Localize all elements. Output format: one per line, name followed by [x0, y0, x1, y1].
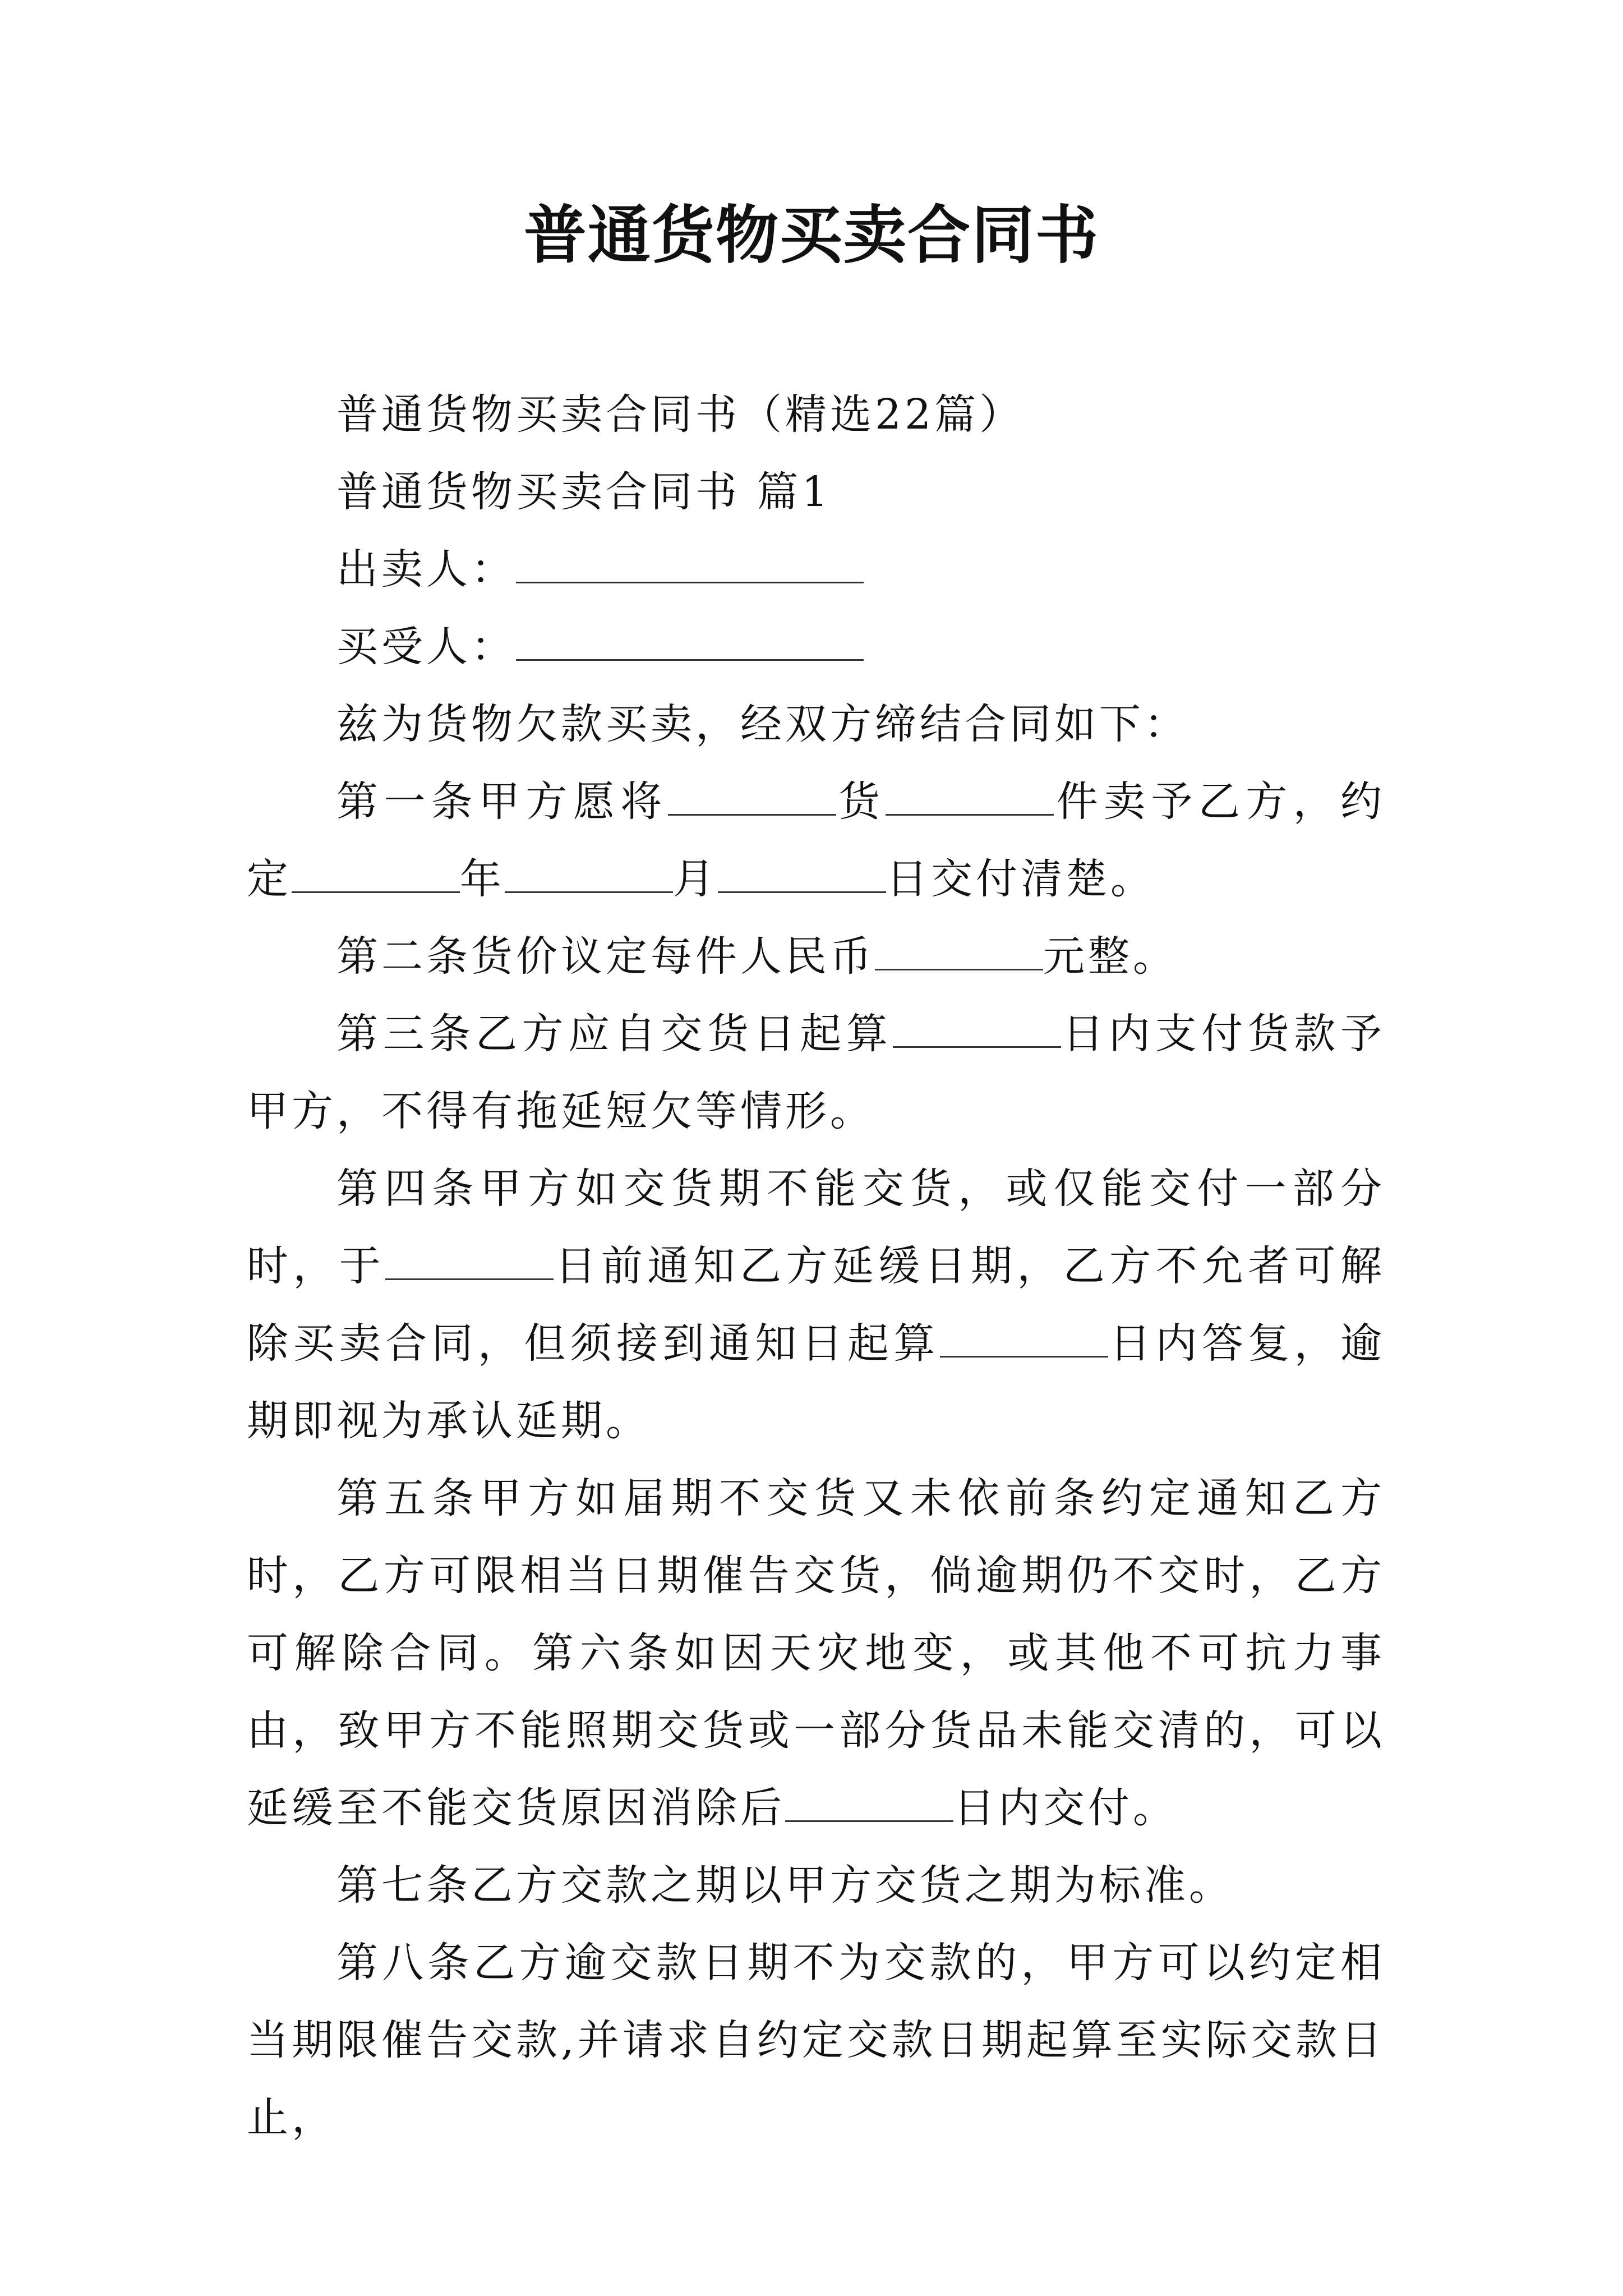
article-7: [247, 1847, 1385, 1924]
quantity-blank: [886, 777, 1054, 816]
article-8: [247, 1924, 1385, 2156]
article-8-text: 第八条乙方逾交款日期不为交款的，甲方可以约定相当期限催告交款,并请求自约定交款日期起算至实际交款日止，: [247, 1939, 1385, 2142]
delay-days-blank: [785, 1783, 953, 1822]
article-1-text-a: 第一条甲方愿将: [336, 777, 668, 826]
subtitle-text: 普通货物买卖合同书（精选22篇）: [336, 390, 1025, 439]
article-7-text: 第七条乙方交款之期以甲方交货之期为标准。: [336, 1861, 1234, 1910]
payment-days-blank: [893, 1009, 1061, 1048]
buyer-blank: [516, 622, 864, 661]
seller-label: 出卖人：: [336, 545, 516, 593]
article-5-text-a: 第五条甲方如届期不交货又未依前条约定通知乙方时，乙方可限相当日期催告交货，倘逾期仍不交时，乙方可解除合同。第六条如因天灾地变，或其他不可抗力事由，致甲方不能照期交货或一部分货品未能交清的，可以延缓至不能交货原因消除后: [247, 1474, 1385, 1832]
article-4-text-a: 第四条甲方如交货期不能交货，或仅能交付一部分时，于: [247, 1165, 1385, 1290]
document-body: [247, 376, 1385, 2156]
goods-name-blank: [668, 777, 836, 816]
buyer-label: 买受人：: [336, 623, 516, 671]
article-1-text-f: 日交付清楚。: [886, 855, 1155, 903]
article-1-text-e: 月: [673, 855, 718, 903]
article-2-text-a: 第二条货价议定每件人民币: [336, 932, 875, 981]
seller-line: [247, 531, 1385, 608]
article-4-text-b: 日前通知乙方延缓日期，乙方不允者可解除买卖合同，但须接到通知日起算: [247, 1242, 1386, 1368]
article-5-text-b: 日内交付。: [953, 1784, 1178, 1832]
article-1-text-b: 货: [836, 777, 886, 826]
article-4: [247, 1150, 1385, 1460]
part-heading: [247, 453, 1385, 531]
article-1-text-c: 件卖予乙方，约定: [247, 777, 1385, 903]
article-5-6: [247, 1460, 1385, 1847]
day-blank: [718, 854, 886, 893]
reply-days-blank: [940, 1319, 1108, 1358]
article-3: [247, 995, 1385, 1150]
subtitle: [247, 376, 1385, 453]
article-2: [247, 918, 1385, 995]
article-3-text-a: 第三条乙方应自交货日起算: [336, 1010, 893, 1058]
intro-text: 兹为货物欠款买卖，经双方缔结合同如下：: [336, 700, 1189, 748]
article-3-text-b: 日内支付货款予甲方，不得有拖延短欠等情形。: [247, 1010, 1385, 1135]
article-2-text-b: 元整。: [1043, 932, 1178, 981]
year-blank: [292, 854, 460, 893]
buyer-line: [247, 608, 1385, 685]
article-1-text-d: 年: [460, 855, 505, 903]
document-title: 普通货物买卖合同书: [524, 199, 1099, 272]
month-blank: [505, 854, 673, 893]
article-4-text-c: 日内答复，逾期即视为承认延期。: [247, 1319, 1386, 1445]
seller-blank: [516, 545, 864, 583]
price-blank: [875, 932, 1043, 970]
part-heading-text: 普通货物买卖合同书 篇1: [336, 468, 832, 516]
notice-days-blank: [385, 1241, 554, 1280]
article-1: [247, 763, 1385, 918]
intro-paragraph: [247, 685, 1385, 763]
